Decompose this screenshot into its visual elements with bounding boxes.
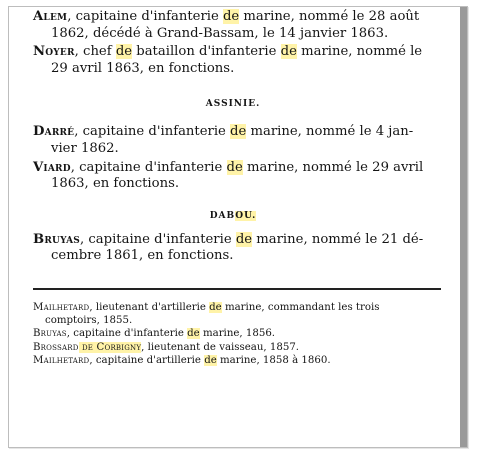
entry-text: , chef bbox=[74, 44, 116, 60]
note-mailhetard-1 bbox=[33, 301, 433, 327]
entry-text: , capitaine d'infanterie bbox=[74, 124, 231, 140]
search-highlight: de bbox=[222, 9, 240, 24]
entry-line bbox=[33, 301, 433, 314]
note-mailhetard-2 bbox=[33, 354, 433, 367]
entry-name: Bruyas bbox=[33, 231, 81, 247]
entry-continuation: comptoirs, 1855. bbox=[45, 315, 133, 327]
entry-text: marine, nommé le 21 dé- bbox=[252, 231, 424, 247]
entry-name: Brossard bbox=[33, 341, 79, 353]
entry-text: marine, commandant les trois bbox=[221, 301, 380, 313]
search-highlight: de bbox=[187, 328, 200, 340]
document-page bbox=[33, 9, 433, 367]
note-bruyas bbox=[33, 327, 433, 340]
entry-text: , capitaine d'infanterie bbox=[67, 9, 223, 24]
entry-text: , capitaine d'infanterie bbox=[70, 159, 227, 175]
entry-text: , capitaine d'infanterie bbox=[66, 328, 188, 340]
entry-name: Darré bbox=[33, 124, 75, 140]
search-highlight: de bbox=[115, 44, 133, 60]
search-highlight: de bbox=[226, 159, 243, 175]
entry-continuation: 1863, en fonctions. bbox=[51, 176, 180, 192]
entry-text: marine, nommé le 4 jan- bbox=[246, 124, 414, 140]
entry-text: marine, 1856. bbox=[199, 328, 276, 340]
scrollbar[interactable] bbox=[460, 7, 467, 447]
entry-alem bbox=[33, 9, 433, 42]
entry-line bbox=[33, 232, 433, 249]
entry-continuation: vier 1862. bbox=[51, 140, 119, 156]
entry-text: bataillon d'infanterie bbox=[132, 44, 281, 60]
footnotes bbox=[33, 301, 433, 367]
entry-line bbox=[33, 9, 433, 26]
search-highlight: de bbox=[209, 301, 222, 313]
entry-name: Alem bbox=[33, 9, 68, 24]
entry-name: Viard bbox=[33, 159, 71, 175]
document-viewport bbox=[8, 6, 468, 448]
section-heading-assinie: ASSINIE. bbox=[205, 99, 261, 110]
entry-text: marine, 1858 à 1860. bbox=[216, 354, 331, 366]
entry-name: Mailhetard bbox=[33, 354, 90, 366]
entry-continuation: cembre 1861, en fonctions. bbox=[51, 248, 234, 264]
section-divider bbox=[33, 288, 441, 290]
search-highlight: de bbox=[230, 124, 247, 140]
entry-line bbox=[33, 124, 433, 141]
entry-darre bbox=[33, 124, 433, 157]
entry-text: marine, nommé le 28 août bbox=[239, 9, 420, 24]
heading-text: DAB bbox=[209, 210, 236, 221]
entry-text: marine, nommé le bbox=[296, 44, 423, 60]
entry-line bbox=[33, 44, 433, 61]
entry-text: , capitaine d'artillerie bbox=[89, 354, 205, 366]
entry-line bbox=[33, 160, 433, 177]
note-brossard bbox=[33, 341, 433, 354]
entry-name: Bruyas bbox=[33, 328, 67, 340]
search-highlight: de bbox=[204, 354, 217, 366]
entry-text: , lieutenant de vaisseau, 1857. bbox=[141, 341, 300, 353]
entry-text: marine, nommé le 29 avril bbox=[242, 159, 424, 175]
search-highlight: de bbox=[280, 44, 297, 60]
search-highlight: OU. bbox=[235, 210, 257, 221]
entry-noyer bbox=[33, 44, 433, 77]
entry-bruyas bbox=[33, 232, 433, 265]
search-highlight: de bbox=[235, 231, 253, 247]
entry-text: , lieutenant d'artillerie bbox=[89, 301, 210, 313]
search-highlight: de Corbigny bbox=[78, 341, 142, 353]
entry-name: Noyer bbox=[33, 44, 75, 60]
entry-continuation: 1862, décédé à Grand-Bassam, le 14 janvier 1863. bbox=[51, 25, 389, 41]
entry-text: , capitaine d'infanterie bbox=[80, 231, 236, 247]
entry-continuation: 29 avril 1863, en fonctions. bbox=[51, 60, 235, 76]
section-heading-dabou bbox=[33, 211, 433, 221]
entry-viard bbox=[33, 160, 433, 193]
entry-name: Mailhetard bbox=[33, 301, 90, 313]
